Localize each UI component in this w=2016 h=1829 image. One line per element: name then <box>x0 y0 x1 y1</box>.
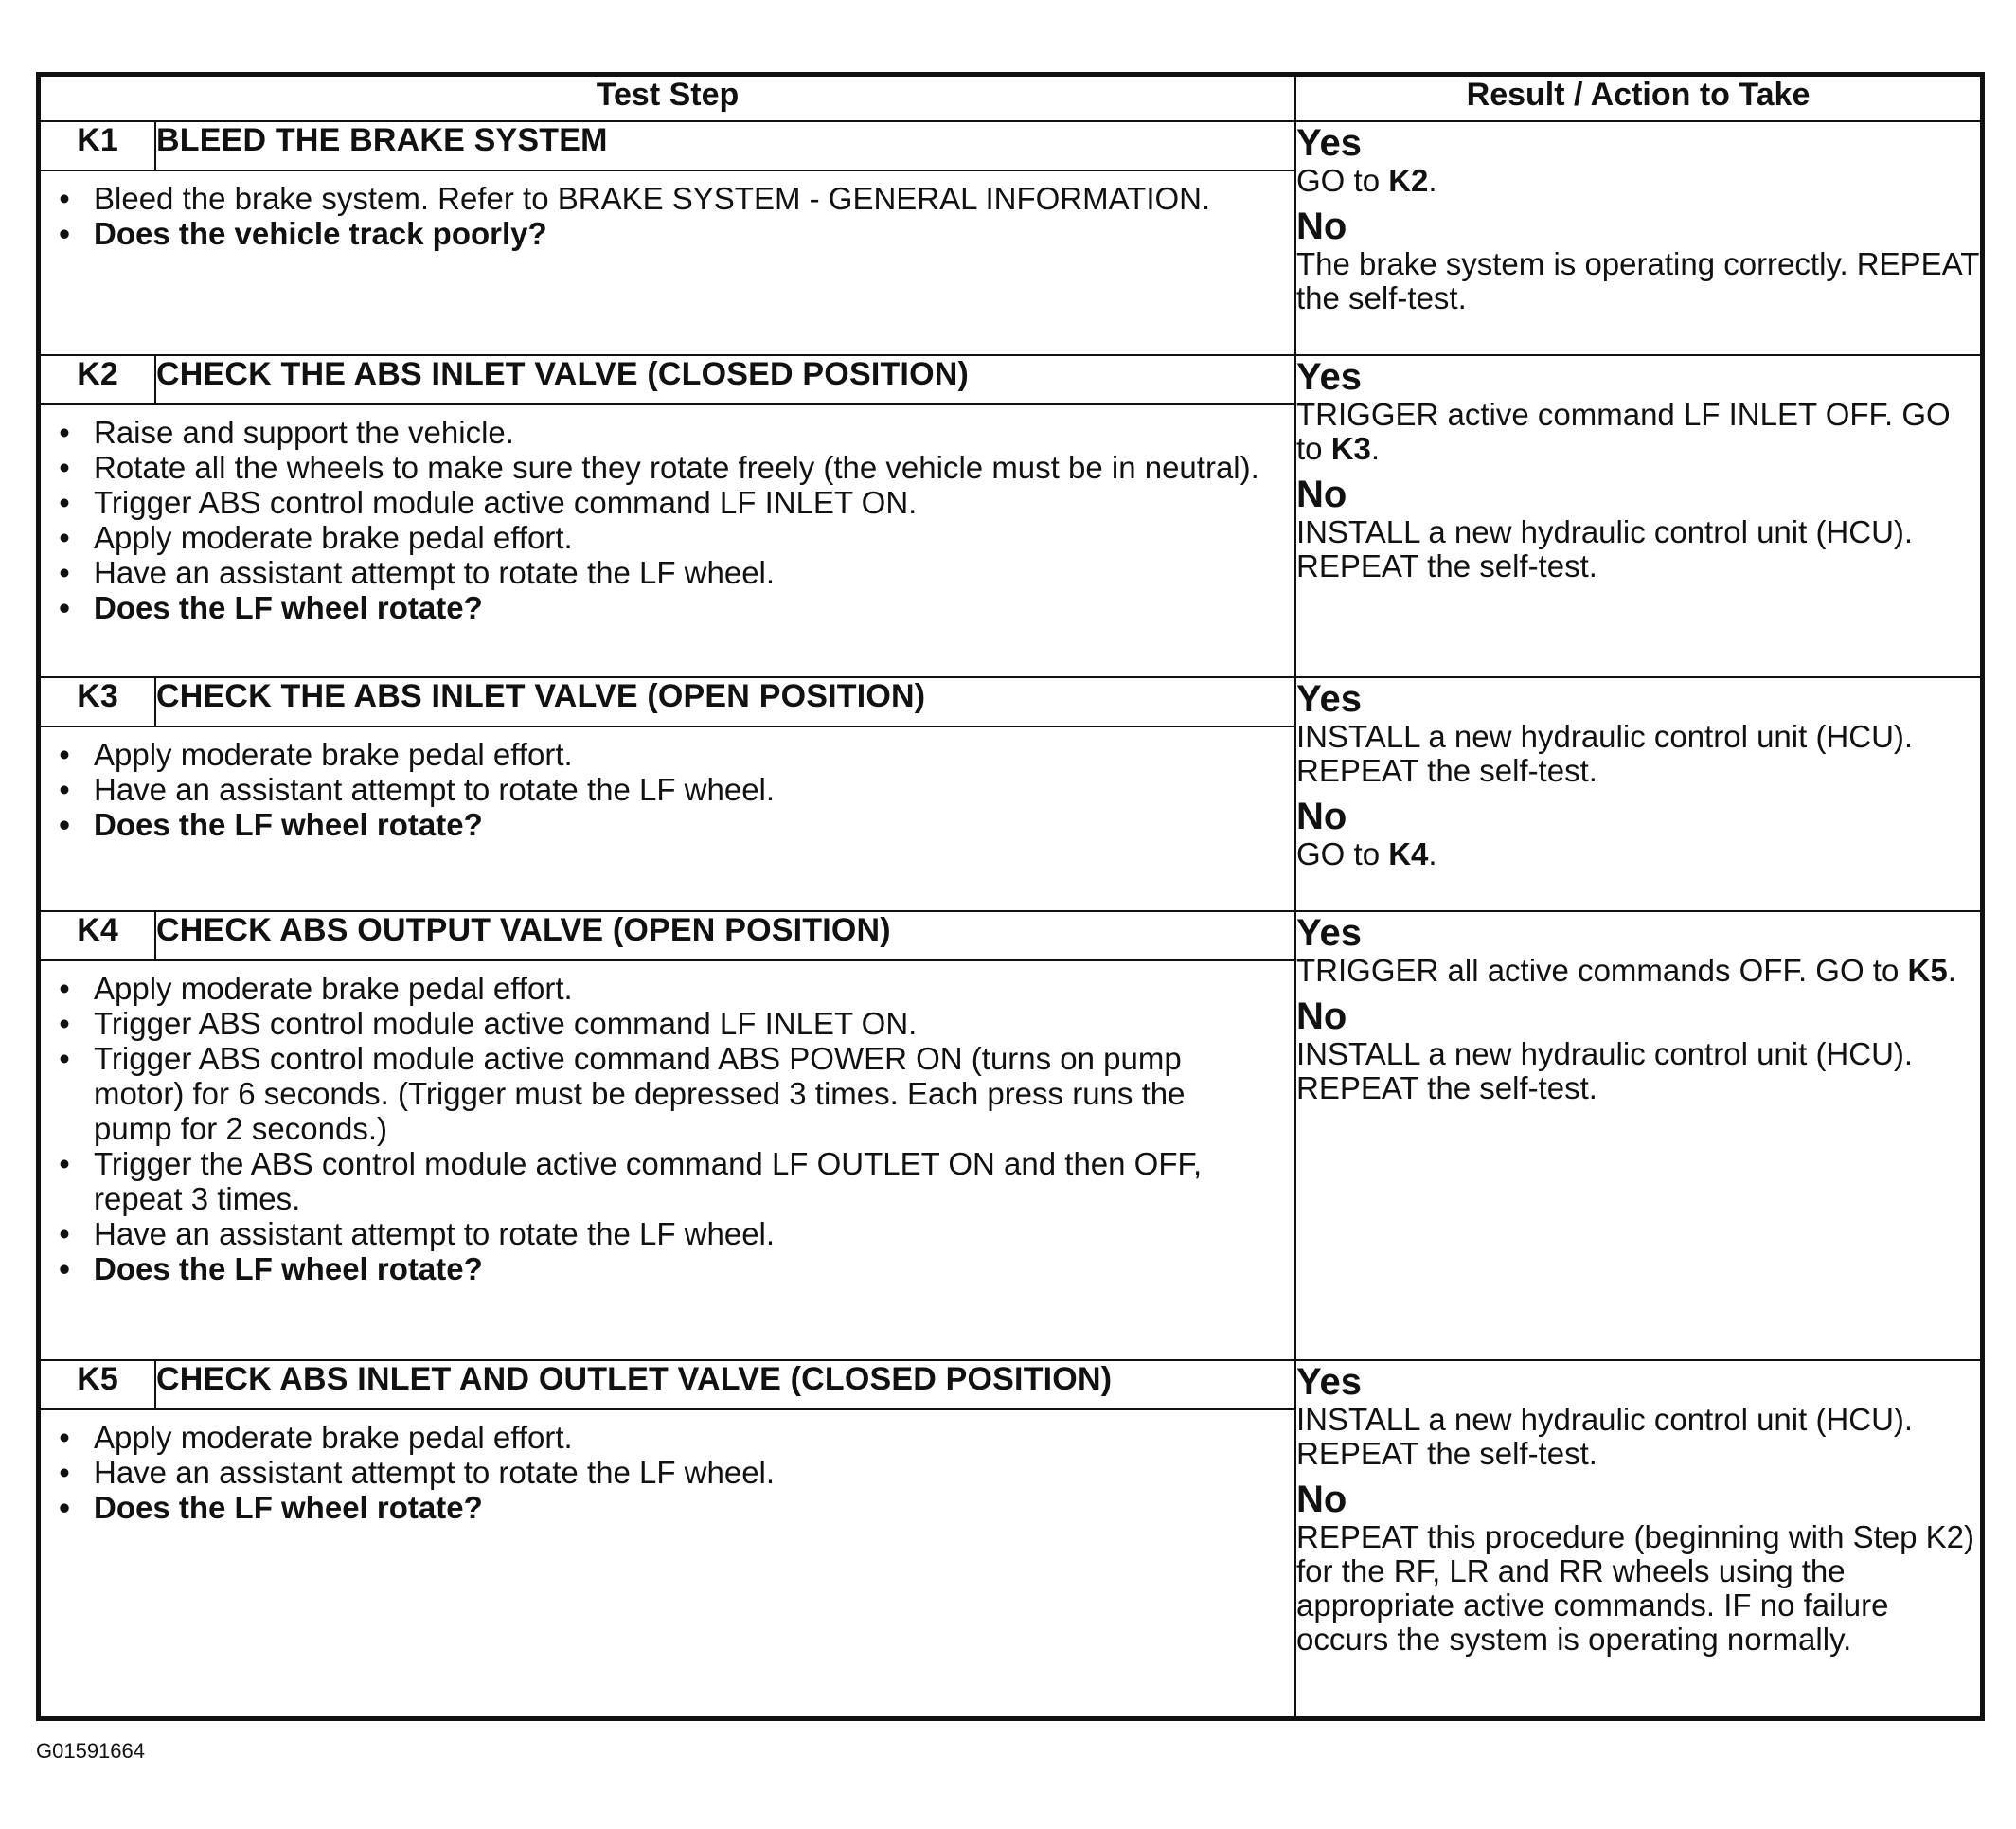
step-title-row <box>40 355 1981 404</box>
step-instruction <box>59 1041 1266 1147</box>
step-result-cell <box>1295 121 1981 355</box>
step-title: CHECK ABS INLET AND OUTLET VALVE (CLOSED POSITION) <box>155 1360 1295 1409</box>
step-instruction <box>59 414 1266 450</box>
yes-action-text <box>1296 1403 1980 1471</box>
instruction-text: Trigger ABS control module active command LF INLET ON. <box>94 484 918 520</box>
step-instruction <box>59 1420 1266 1456</box>
step-question <box>59 1251 1266 1287</box>
no-action-pre: The brake system is operating correctly. REPEAT the self-test. <box>1296 246 1979 315</box>
step-title-row <box>40 911 1981 960</box>
step-instruction <box>59 1216 1266 1252</box>
instruction-text: Apply moderate brake pedal effort. <box>94 519 573 555</box>
no-label: No <box>1296 796 1347 838</box>
step-instructions <box>40 404 1295 678</box>
bullet-icon: • <box>59 181 70 216</box>
bullet-icon: • <box>59 414 70 450</box>
step-id: K2 <box>40 355 155 404</box>
instruction-text: Does the vehicle track poorly? <box>94 216 547 251</box>
no-action-pre: INSTALL a new hydraulic control unit (HCU). REPEAT the self-test. <box>1296 1036 1914 1106</box>
step-bullet-list <box>41 1410 1294 1531</box>
step-instruction <box>59 449 1266 485</box>
bullet-icon: • <box>59 1041 70 1077</box>
bullet-icon: • <box>59 1490 70 1526</box>
yes-action-pre: TRIGGER all active commands OFF. GO to <box>1296 953 1908 989</box>
step-id: K5 <box>40 1360 155 1409</box>
step-instructions <box>40 1409 1295 1717</box>
step-title: CHECK ABS OUTPUT VALVE (OPEN POSITION) <box>155 911 1295 960</box>
step-instruction <box>59 772 1266 808</box>
yes-action-pre: GO to <box>1296 163 1389 198</box>
step-bullet-list <box>41 961 1294 1292</box>
yes-action-pre: INSTALL a new hydraulic control unit (HCU). REPEAT the self-test. <box>1296 719 1914 789</box>
no-label: No <box>1296 995 1347 1038</box>
bullet-icon: • <box>59 1216 70 1252</box>
bullet-icon: • <box>59 772 70 808</box>
instruction-text: Trigger ABS control module active command LF INLET ON. <box>94 1006 918 1042</box>
instruction-text: Rotate all the wheels to make sure they rotate freely (the vehicle must be in neutral). <box>94 449 1259 485</box>
instruction-text: Trigger the ABS control module active command LF OUTLET ON and then OFF, repeat 3 times. <box>94 1146 1203 1217</box>
bullet-icon: • <box>59 737 70 773</box>
yes-action-text <box>1296 164 1980 198</box>
yes-action-text <box>1296 720 1980 788</box>
step-title: BLEED THE BRAKE SYSTEM <box>155 121 1295 170</box>
step-instructions <box>40 170 1295 355</box>
bullet-icon: • <box>59 971 70 1007</box>
no-label: No <box>1296 206 1347 247</box>
instruction-text: Trigger ABS control module active command ABS POWER ON (turns on pump motor) for 6 seconds. (Trigger must be depressed 3 times. Each press runs the pump for 2 seconds.) <box>94 1041 1186 1147</box>
step-id: K3 <box>40 677 155 726</box>
bullet-icon: • <box>59 807 70 843</box>
bullet-icon: • <box>59 1455 70 1491</box>
step-instructions <box>40 726 1295 911</box>
no-label: No <box>1296 473 1347 515</box>
step-question <box>59 1490 1266 1526</box>
step-id: K1 <box>40 121 155 170</box>
bullet-icon: • <box>59 1006 70 1042</box>
step-bullet-list <box>41 727 1294 848</box>
yes-step-reference: K3 <box>1330 430 1371 466</box>
instruction-text: Have an assistant attempt to rotate the LF wheel. <box>94 1216 776 1252</box>
instruction-text: Does the LF wheel rotate? <box>94 589 483 625</box>
yes-label: Yes <box>1296 1361 1362 1404</box>
yes-step-reference: K2 <box>1388 163 1429 198</box>
instruction-text: Have an assistant attempt to rotate the LF wheel. <box>94 554 776 590</box>
step-instruction <box>59 181 1266 216</box>
header-test-step: Test Step <box>40 76 1295 121</box>
instruction-text: Does the LF wheel rotate? <box>94 1251 483 1287</box>
header-result-action: Result / Action to Take <box>1295 76 1981 121</box>
step-result-cell <box>1295 677 1981 911</box>
yes-step-reference: K5 <box>1907 953 1948 989</box>
yes-action-text <box>1296 398 1980 466</box>
step-title: CHECK THE ABS INLET VALVE (OPEN POSITION) <box>155 677 1295 726</box>
step-instruction <box>59 971 1266 1007</box>
diagnostic-table-frame <box>36 72 1985 1721</box>
yes-action-post: . <box>1947 953 1956 989</box>
step-result-cell <box>1295 1360 1981 1717</box>
bullet-icon: • <box>59 484 70 520</box>
no-action-pre: REPEAT this procedure (beginning with Step K2) for the RF, LR and RR wheels using the appropriate active commands. IF no failure occurs the system is operating normally. <box>1296 1519 1975 1658</box>
instruction-text: Apply moderate brake pedal effort. <box>94 1420 573 1456</box>
bullet-icon: • <box>59 449 70 485</box>
no-step-reference: K4 <box>1388 836 1429 872</box>
yes-label: Yes <box>1296 912 1362 955</box>
step-bullet-list <box>41 171 1294 257</box>
yes-action-post: . <box>1428 163 1437 198</box>
yes-action-post: . <box>1370 430 1381 466</box>
table-header-row <box>40 76 1981 121</box>
yes-action-pre: INSTALL a new hydraulic control unit (HCU). REPEAT the self-test. <box>1296 1402 1914 1472</box>
step-instructions <box>40 960 1295 1360</box>
step-question <box>59 589 1266 625</box>
no-label: No <box>1296 1479 1347 1521</box>
no-action-pre: INSTALL a new hydraulic control unit (HCU). REPEAT the self-test. <box>1296 513 1914 583</box>
bullet-icon: • <box>59 1146 70 1182</box>
step-bullet-list <box>41 405 1294 631</box>
no-action-text <box>1296 1037 1980 1105</box>
step-instruction <box>59 519 1266 555</box>
yes-action-text <box>1296 954 1980 988</box>
instruction-text: Bleed the brake system. Refer to BRAKE SYSTEM - GENERAL INFORMATION. <box>94 181 1211 216</box>
figure-id: G01591664 <box>36 1739 145 1763</box>
instruction-text: Apply moderate brake pedal effort. <box>94 737 573 773</box>
step-result-cell <box>1295 355 1981 678</box>
instruction-text: Have an assistant attempt to rotate the LF wheel. <box>94 1455 776 1491</box>
no-action-text <box>1296 837 1980 871</box>
instruction-text: Does the LF wheel rotate? <box>94 1490 483 1526</box>
yes-action-pre: TRIGGER active command LF INLET OFF. GO to <box>1296 396 1951 466</box>
steps-body <box>40 121 1981 1717</box>
step-instruction <box>59 484 1266 520</box>
step-instruction <box>59 737 1266 773</box>
no-action-pre: GO to <box>1296 836 1389 872</box>
yes-label: Yes <box>1296 678 1362 721</box>
step-title: CHECK THE ABS INLET VALVE (CLOSED POSITION) <box>155 355 1295 404</box>
instruction-text: Have an assistant attempt to rotate the LF wheel. <box>94 772 776 808</box>
step-title-row <box>40 677 1981 726</box>
step-instruction <box>59 554 1266 590</box>
bullet-icon: • <box>59 519 70 555</box>
yes-label: Yes <box>1296 122 1362 164</box>
bullet-icon: • <box>59 216 70 251</box>
instruction-text: Apply moderate brake pedal effort. <box>94 971 573 1007</box>
step-title-row <box>40 1360 1981 1409</box>
diagnostic-table <box>39 75 1982 1718</box>
bullet-icon: • <box>59 1251 70 1287</box>
step-instruction <box>59 1455 1266 1491</box>
instruction-text: Raise and support the vehicle. <box>94 414 514 450</box>
step-question <box>59 216 1266 251</box>
yes-label: Yes <box>1296 355 1362 398</box>
step-instruction <box>59 1006 1266 1042</box>
step-title-row <box>40 121 1981 170</box>
bullet-icon: • <box>59 1420 70 1456</box>
instruction-text: Does the LF wheel rotate? <box>94 807 483 843</box>
step-instruction <box>59 1146 1266 1217</box>
no-action-text <box>1296 1520 1980 1657</box>
bullet-icon: • <box>59 589 70 625</box>
no-action-text <box>1296 515 1980 583</box>
step-id: K4 <box>40 911 155 960</box>
step-result-cell <box>1295 911 1981 1360</box>
step-question <box>59 807 1266 843</box>
no-action-post: . <box>1428 836 1437 872</box>
bullet-icon: • <box>59 554 70 590</box>
no-action-text <box>1296 247 1980 315</box>
